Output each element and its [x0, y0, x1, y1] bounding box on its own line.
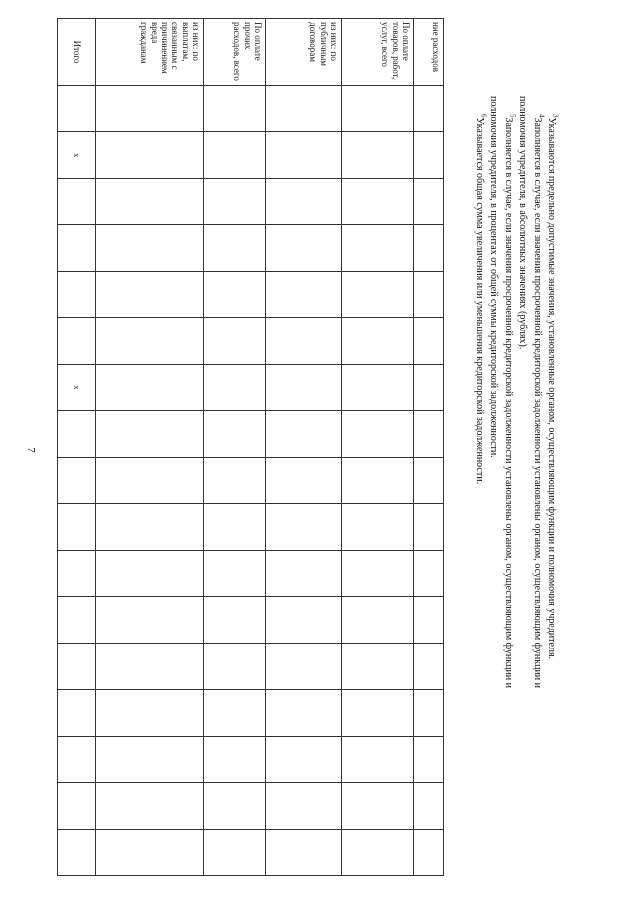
table-cell — [204, 736, 266, 782]
footnote-text: Заполняется в случае, если значения просроченной кредиторской задолженности установлены органом, осуществляющим функции и — [502, 117, 514, 688]
footnote-marker: 4 — [536, 114, 545, 118]
table-cell — [204, 271, 266, 317]
table-cell — [266, 457, 342, 503]
table-cell — [266, 364, 342, 410]
table-cell: x — [58, 132, 96, 178]
table-cell — [96, 318, 204, 364]
table-cell — [96, 132, 204, 178]
table-cell — [266, 690, 342, 736]
table-cell — [266, 132, 342, 178]
table-cell — [96, 504, 204, 550]
table-cell — [96, 457, 204, 503]
row-label: По оплате прочих расходов, всего — [204, 19, 266, 86]
table-cell — [266, 178, 342, 224]
table-cell — [342, 504, 414, 550]
page-number: 7 — [24, 447, 37, 453]
table-row — [96, 19, 204, 876]
table-cell — [204, 318, 266, 364]
table-cell — [342, 597, 414, 643]
table-cell — [96, 225, 204, 271]
table-cell — [266, 411, 342, 457]
footnote-marker: 6 — [479, 114, 488, 118]
table-cell — [204, 457, 266, 503]
table-row — [266, 19, 342, 876]
footnote — [529, 96, 543, 840]
footnote — [486, 96, 500, 840]
footnote — [544, 96, 558, 840]
table-cell — [342, 225, 414, 271]
table-cell — [204, 690, 266, 736]
footnote — [500, 96, 517, 840]
table-cell — [414, 318, 444, 364]
table-cell — [414, 550, 444, 596]
table-cell — [96, 829, 204, 876]
table-cell — [266, 736, 342, 782]
footnote-text: Указываются предельно допустимые значения, установленные органом, осуществляющим функции и полномочия учредителя. — [546, 117, 557, 660]
row-label: По оплате товаров, работ, услуг, всего — [342, 19, 414, 86]
table-row — [58, 19, 96, 876]
table-cell — [414, 690, 444, 736]
footnote-text: Заполняется в случае, если значения просроченной кредиторской задолженности установлены органом, осуществляющим функции и — [531, 117, 543, 688]
table-cell — [342, 364, 414, 410]
table-cell — [204, 643, 266, 689]
table-cell — [58, 178, 96, 224]
row-label: ние расходов — [414, 19, 444, 86]
table-cell — [266, 783, 342, 829]
table-region — [58, 18, 444, 876]
table-cell — [96, 364, 204, 410]
report-table-body — [58, 19, 444, 876]
table-cell — [342, 86, 414, 132]
footnote-text: Указывается общая сумма увеличения или уменьшения кредиторской задолженности. — [473, 117, 485, 485]
table-cell — [204, 178, 266, 224]
table-cell — [414, 178, 444, 224]
table-cell — [266, 597, 342, 643]
table-cell — [414, 86, 444, 132]
table-cell — [58, 225, 96, 271]
table-cell — [414, 364, 444, 410]
table-cell — [266, 643, 342, 689]
row-label: из них: по выплатам, связанным с причинением вреда гражданам — [96, 19, 204, 86]
footnote-text: полномочия учредителя, в процентах от общей суммы кредиторской задолженности. — [488, 96, 500, 458]
table-cell — [96, 271, 204, 317]
table-cell — [96, 643, 204, 689]
footnote-marker: 5 — [508, 114, 517, 118]
report-table — [57, 18, 444, 876]
table-cell — [342, 550, 414, 596]
table-cell — [204, 783, 266, 829]
table-cell — [266, 318, 342, 364]
table-cell — [58, 736, 96, 782]
row-label: Итого — [58, 19, 96, 86]
table-cell — [58, 783, 96, 829]
table-cell — [96, 690, 204, 736]
table-cell — [58, 504, 96, 550]
table-cell — [414, 411, 444, 457]
table-rotated — [58, 18, 444, 876]
table-cell — [58, 643, 96, 689]
table-cell — [342, 690, 414, 736]
table-cell — [204, 132, 266, 178]
table-cell — [266, 86, 342, 132]
table-cell — [342, 643, 414, 689]
table-cell — [204, 597, 266, 643]
table-cell — [204, 829, 266, 876]
table-cell — [266, 504, 342, 550]
table-cell — [204, 86, 266, 132]
table-cell — [266, 271, 342, 317]
table-row — [204, 19, 266, 876]
table-cell — [342, 829, 414, 876]
table-cell — [414, 504, 444, 550]
table-cell — [414, 132, 444, 178]
table-cell — [204, 411, 266, 457]
footnote — [515, 96, 529, 840]
table-cell — [58, 829, 96, 876]
table-cell — [204, 225, 266, 271]
table-cell — [414, 829, 444, 876]
table-cell — [414, 736, 444, 782]
table-cell — [342, 411, 414, 457]
table-cell — [342, 178, 414, 224]
table-cell — [96, 736, 204, 782]
table-cell — [58, 690, 96, 736]
table-cell — [414, 225, 444, 271]
table-cell — [266, 225, 342, 271]
table-cell — [414, 783, 444, 829]
table-cell — [58, 318, 96, 364]
table-cell — [96, 86, 204, 132]
footnote — [472, 96, 486, 840]
footnotes — [442, 96, 558, 840]
table-cell — [204, 550, 266, 596]
table-cell — [96, 178, 204, 224]
table-cell — [96, 411, 204, 457]
table-cell — [96, 597, 204, 643]
table-cell — [342, 132, 414, 178]
table-cell — [58, 411, 96, 457]
table-cell — [414, 457, 444, 503]
table-cell — [414, 643, 444, 689]
footnote-marker: 3 — [551, 114, 560, 118]
table-cell — [204, 504, 266, 550]
table-cell — [266, 829, 342, 876]
table-cell — [342, 271, 414, 317]
table-cell: x — [58, 364, 96, 410]
table-cell — [96, 550, 204, 596]
table-cell — [58, 597, 96, 643]
table-row — [342, 19, 414, 876]
table-cell — [58, 86, 96, 132]
table-cell — [342, 783, 414, 829]
table-cell — [414, 271, 444, 317]
table-cell — [58, 550, 96, 596]
table-cell — [414, 597, 444, 643]
table-cell — [342, 736, 414, 782]
row-label: из них: по публичным договорам — [266, 19, 342, 86]
table-cell — [266, 550, 342, 596]
table-cell — [204, 364, 266, 410]
table-cell — [342, 457, 414, 503]
table-row — [414, 19, 444, 876]
footnotes-region — [442, 96, 558, 840]
table-cell — [342, 318, 414, 364]
table-cell — [96, 783, 204, 829]
table-cell — [58, 457, 96, 503]
footnote-text: полномочия учредителя, в абсолютных значениях (рублях). — [517, 96, 529, 350]
table-cell — [58, 271, 96, 317]
